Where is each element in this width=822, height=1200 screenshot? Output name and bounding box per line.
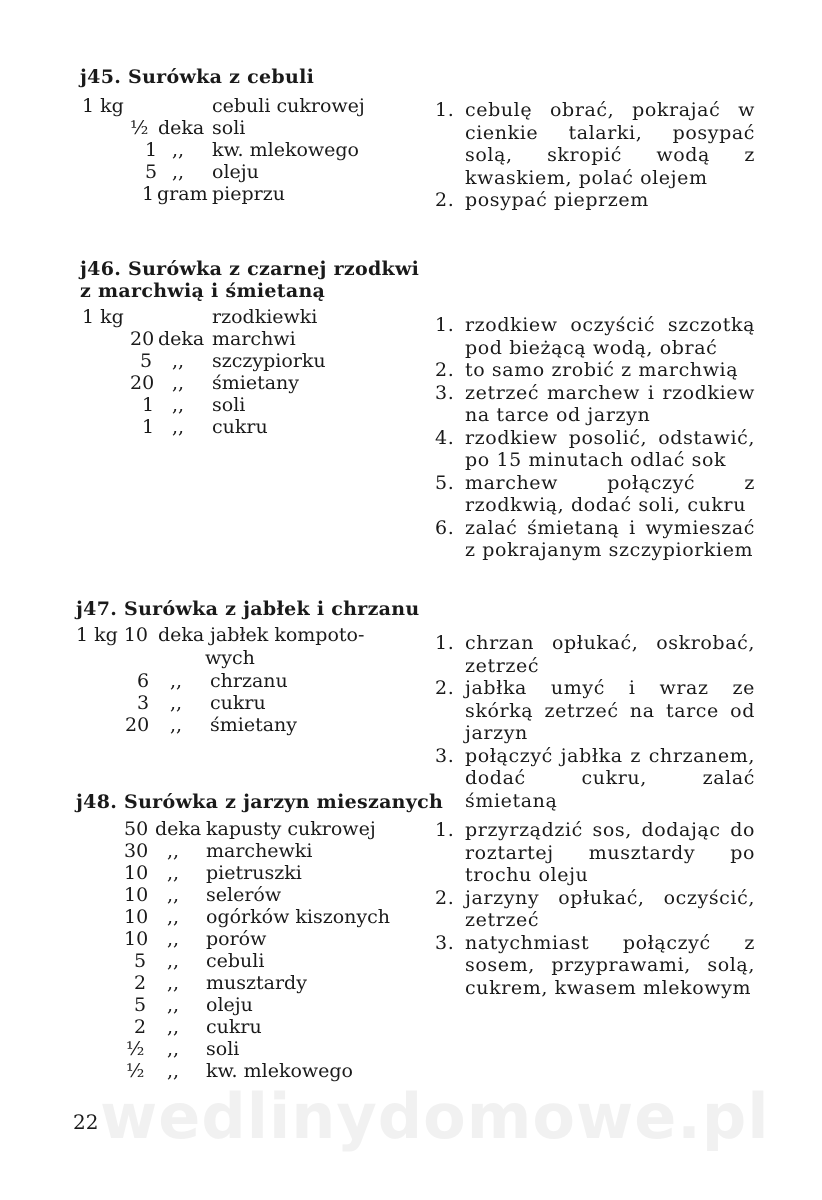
step-item (435, 427, 755, 472)
step-text: zalać śmietaną i wymieszać z pokrajanym szczypiorkiem (465, 516, 755, 561)
ingredient-qty: 1 (142, 394, 155, 416)
ingredient-unit: ,, (167, 1016, 180, 1038)
ingredient-name: pietruszki (206, 862, 302, 884)
ingredient-name: kw. mlekowego (212, 139, 359, 161)
ingredient-name: oleju (206, 994, 253, 1016)
ingredient-qty: ½ (126, 1038, 145, 1060)
ingredient-qty: 10 (124, 862, 149, 884)
ingredient-qty: 5 (140, 350, 153, 372)
ingredient-qty: 2 (134, 972, 147, 994)
ingredient-unit: ,, (167, 840, 180, 862)
ingredient-name: kw. mlekowego (206, 1060, 353, 1082)
ingredient-unit: deka (158, 328, 205, 350)
steps-list (435, 632, 755, 812)
ingredient-qty: 6 (137, 670, 150, 692)
ingredient-name: cukru (212, 416, 268, 438)
ingredient-unit: deka (155, 818, 202, 840)
ingredient-unit: ,, (167, 906, 180, 928)
ingredient-qty: 1 kg 10 (76, 624, 149, 646)
recipe-title: j48. Surówka z jarzyn mieszanych (76, 791, 444, 813)
ingredient-name: kapusty cukrowej (206, 818, 376, 840)
step-item (435, 472, 755, 517)
step-number: 1. (435, 819, 455, 841)
step-text: zetrzeć marchew i rzodkiew na tarce od jarzyn (465, 381, 755, 426)
step-number: 1. (435, 632, 455, 654)
ingredient-name: soli (206, 1038, 240, 1060)
step-number: 4. (435, 426, 455, 449)
step-number: 2. (435, 886, 455, 909)
ingredient-name: soli (212, 117, 246, 139)
ingredient-qty: 5 (134, 994, 147, 1016)
ingredient-qty: 30 (124, 840, 149, 862)
ingredient-qty: 3 (137, 692, 150, 714)
ingredient-qty: 20 (130, 372, 155, 394)
ingredient-unit: ,, (167, 1038, 180, 1060)
ingredient-qty: 1 kg (82, 95, 124, 117)
step-number: 2. (435, 677, 455, 699)
step-text: połączyć jabłka z chrzanem, dodać cukru, zalać śmietaną (465, 744, 755, 812)
ingredient-name: soli (212, 394, 246, 416)
ingredient-unit: ,, (170, 670, 183, 692)
step-text: rzodkiew oczyścić szczotką pod bieżącą wodą, obrać (465, 314, 755, 359)
ingredient-qty: 1 kg (82, 306, 124, 328)
recipe-title: j46. Surówka z czarnej rzodkwi z marchwią i śmietaną (80, 258, 420, 302)
step-number: 3. (435, 744, 455, 767)
ingredient-unit: deka (158, 624, 205, 646)
step-text: to samo zrobić z marchwią (465, 359, 739, 381)
ingredient-unit: deka (158, 117, 205, 139)
ingredient-name: rzodkiewki (212, 306, 318, 328)
ingredient-unit: ,, (172, 139, 185, 161)
page-number: 22 (73, 1110, 99, 1134)
recipe-title: j47. Surówka z jabłek i chrzanu (76, 598, 420, 620)
ingredient-unit: ,, (172, 350, 185, 372)
ingredient-name: porów (206, 928, 267, 950)
step-item (435, 359, 755, 382)
ingredient-name: śmietany (210, 714, 298, 736)
ingredient-unit: gram (157, 183, 208, 205)
ingredient-name: wych (205, 647, 255, 669)
step-item (435, 517, 755, 562)
ingredient-name: marchwi (212, 328, 296, 350)
step-item (435, 382, 755, 427)
ingredient-unit: ,, (167, 1060, 180, 1082)
step-item (435, 819, 755, 887)
ingredient-qty: 20 (125, 714, 150, 736)
ingredient-qty: 10 (124, 928, 149, 950)
steps-list (435, 314, 755, 562)
ingredient-name: cukru (206, 1016, 262, 1038)
step-text: jarzyny opłukać, oczyścić, zetrzeć (465, 886, 755, 931)
ingredient-name: marchewki (206, 840, 313, 862)
ingredient-name: selerów (206, 884, 282, 906)
ingredient-qty: 5 (145, 161, 158, 183)
ingredient-qty: 5 (134, 950, 147, 972)
step-item (435, 887, 755, 932)
ingredient-qty: 1 (142, 183, 155, 205)
ingredient-name: chrzanu (210, 670, 288, 692)
watermark: wedlinydomowe.pl (100, 1080, 770, 1153)
ingredient-unit: ,, (170, 692, 183, 714)
ingredient-qty: ½ (126, 1060, 145, 1082)
step-item (435, 932, 755, 1000)
ingredient-qty: 1 (145, 139, 158, 161)
ingredient-unit: ,, (167, 950, 180, 972)
step-item (435, 632, 755, 677)
step-item (435, 677, 755, 745)
step-item (435, 314, 755, 359)
step-number: 2. (435, 189, 455, 211)
ingredient-qty: ½ (130, 117, 149, 139)
step-number: 1. (435, 99, 455, 121)
step-text: natychmiast połączyć z sosem, przyprawami, solą, cukrem, kwasem mlekowym (465, 931, 755, 999)
ingredient-qty: 50 (124, 818, 149, 840)
step-item (435, 745, 755, 813)
ingredient-unit: ,, (172, 394, 185, 416)
ingredient-unit: ,, (167, 972, 180, 994)
ingredient-unit: ,, (172, 161, 185, 183)
ingredient-name: musztardy (206, 972, 307, 994)
ingredient-qty: 20 (130, 328, 155, 350)
ingredient-unit: ,, (167, 884, 180, 906)
step-text: jabłka umyć i wraz ze skórką zetrzeć na tarce od jarzyn (465, 677, 755, 744)
step-number: 1. (435, 314, 455, 336)
step-text: przyrządzić sos, dodając do roztartej musztardy po trochu oleju (465, 819, 755, 886)
recipe-title: j45. Surówka z cebuli (80, 66, 315, 88)
ingredient-unit: ,, (167, 994, 180, 1016)
ingredient-name: cukru (210, 692, 266, 714)
ingredient-unit: ,, (167, 862, 180, 884)
steps-list (435, 819, 755, 999)
step-number: 2. (435, 359, 455, 381)
ingredient-qty: 10 (124, 884, 149, 906)
ingredient-name: szczypiorku (212, 350, 326, 372)
ingredient-name: cebuli (206, 950, 265, 972)
step-text: cebulę obrać, pokrajać w cienkie talarki, posypać solą, skropić wodą z kwaskiem, polać olejem (465, 99, 755, 189)
step-text: posypać pieprzem (465, 189, 649, 211)
step-number: 3. (435, 931, 455, 954)
step-text: chrzan opłukać, oskrobać, zetrzeć (465, 632, 755, 677)
ingredient-unit: ,, (167, 928, 180, 950)
step-text: marchew połączyć z rzodkwią, dodać soli, cukru (465, 471, 755, 516)
ingredient-unit: ,, (170, 714, 183, 736)
ingredient-name: ogórków kiszonych (206, 906, 391, 928)
ingredient-unit: ,, (172, 372, 185, 394)
step-item (435, 189, 755, 212)
ingredient-name: śmietany (212, 372, 300, 394)
step-number: 5. (435, 471, 455, 494)
ingredient-qty: 2 (134, 1016, 147, 1038)
ingredient-name: pieprzu (212, 183, 285, 205)
ingredient-qty: 10 (124, 906, 149, 928)
ingredient-unit: ,, (172, 416, 185, 438)
step-number: 6. (435, 516, 455, 539)
step-text: rzodkiew posolić, odstawić, po 15 minutach odlać sok (465, 426, 755, 471)
ingredient-name: jabłek kompoto- (210, 624, 365, 646)
step-number: 3. (435, 381, 455, 404)
ingredient-name: oleju (212, 161, 259, 183)
ingredient-name: cebuli cukrowej (212, 95, 365, 117)
steps-list (435, 99, 755, 212)
ingredient-qty: 1 (142, 416, 155, 438)
step-item (435, 99, 755, 189)
